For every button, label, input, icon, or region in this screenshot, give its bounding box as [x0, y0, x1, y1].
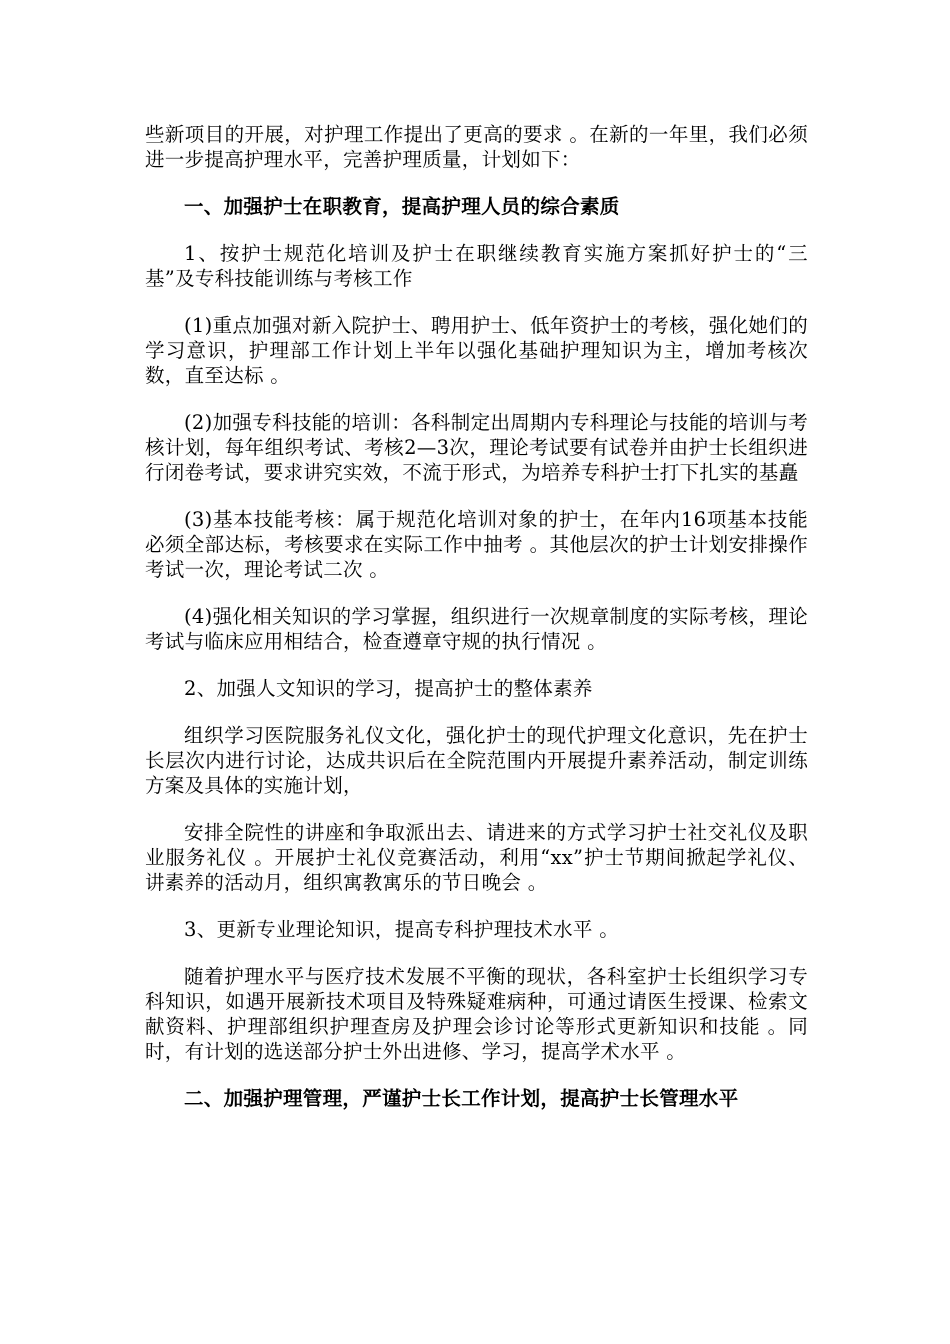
- item-paragraph-1: (1)重点加强对新入院护士、聘用护士、低年资护士的考核，强化她们的学习意识，护理部工作计划上半年以强化基础护理知识为主，增加考核次数，直至达标 。: [145, 314, 808, 387]
- section-heading-1: 一、加强护士在职教育，提高护理人员的综合素质: [184, 195, 620, 218]
- intro-continuation-paragraph: 些新项目的开展，对护理工作提出了更高的要求 。在新的一年里，我们必须进一步提高护理水平，完善护理质量，计划如下：: [145, 123, 808, 171]
- document-page: [145, 122, 808, 1133]
- section-heading-2: 二、加强护理管理，严谨护士长工作计划，提高护士长管理水平: [184, 1087, 739, 1110]
- item-paragraph-3: (3)基本技能考核：属于规范化培训对象的护士，在年内16项基本技能必须全部达标，考核要求在实际工作中抽考 。其他层次的护士计划安排操作考试一次，理论考试二次 。: [145, 508, 808, 581]
- subsection-heading-1: 1、按护士规范化培训及护士在职继续教育实施方案抓好护士的“三基”及专科技能训练与考核工作: [145, 242, 808, 290]
- subsection-heading-3: 3、更新专业理论知识，提高专科护理技术水平 。: [184, 918, 620, 941]
- item-paragraph-2: (2)加强专科技能的培训：各科制定出周期内专科理论与技能的培训与考核计划，每年组织考试、考核2—3次，理论考试要有试卷并由护士长组织进行闭卷考试，要求讲究实效，不流于形式，为培养专科护士打下扎实的基矗: [145, 411, 808, 484]
- subsection-heading-2: 2、加强人文知识的学习，提高护士的整体素养: [184, 677, 593, 700]
- body-paragraph-2: 安排全院性的讲座和争取派出去、请进来的方式学习护士社交礼仪及职业服务礼仪 。开展护士礼仪竞赛活动，利用“xx”护士节期间掀起学礼仪、讲素养的活动月，组织寓教寓乐的节日晚会 。: [145, 821, 808, 894]
- body-paragraph-3: 随着护理水平与医疗技术发展不平衡的现状，各科室护士长组织学习专科知识，如遇开展新技术项目及特殊疑难病种，可通过请医生授课、检索文献资料、护理部组织护理查房及护理会诊讨论等形式更新知识和技能 。同时，有计划的选送部分护士外出进修、学习，提高学术水平 。: [145, 965, 808, 1063]
- item-paragraph-4: (4)强化相关知识的学习掌握，组织进行一次规章制度的实际考核，理论考试与临床应用相结合，检查遵章守规的执行情况 。: [145, 605, 808, 653]
- body-paragraph-1: 组织学习医院服务礼仪文化，强化护士的现代护理文化意识，先在护士长层次内进行讨论，达成共识后在全院范围内开展提升素养活动，制定训练方案及具体的实施计划，: [145, 724, 808, 797]
